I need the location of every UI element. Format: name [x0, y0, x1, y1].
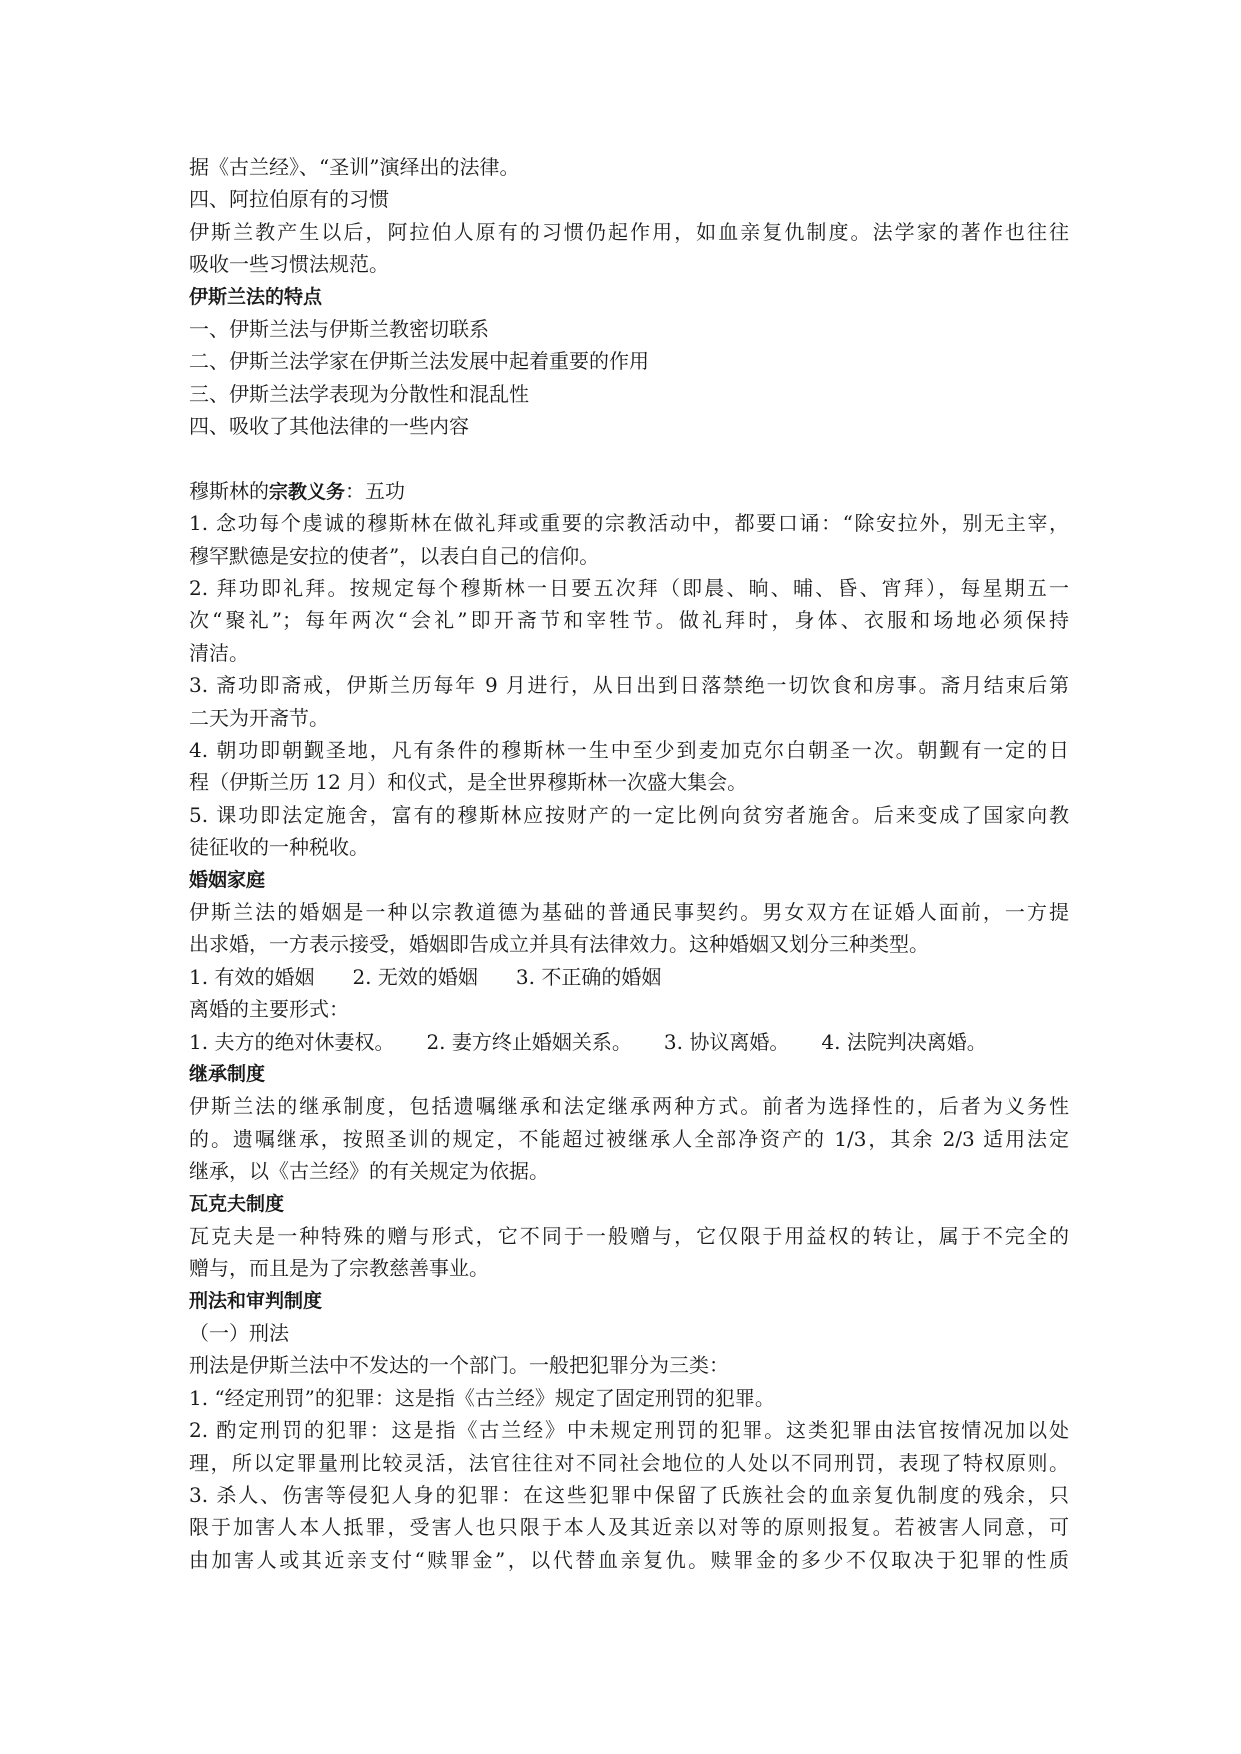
- heading-prefix: 穆斯林的: [189, 478, 269, 503]
- paragraph-line: 5. 课功即法定施舍，富有的穆斯林应按财产的一定比例向贫穷者施舍。后来变成了国家向教: [189, 802, 1069, 827]
- list-item: 1. 夫方的绝对休妻权。: [189, 1029, 395, 1054]
- list-item: 三、伊斯兰法学表现为分散性和混乱性: [189, 381, 529, 406]
- paragraph-line: 吸收一些习惯法规范。: [189, 252, 389, 277]
- paragraph-line: 伊斯兰教产生以后，阿拉伯人原有的习惯仍起作用，如血亲复仇制度。法学家的著作也往往: [189, 219, 1069, 244]
- text-line: 据《古兰经》、“圣训”演绎出的法律。: [189, 155, 520, 179]
- paragraph-line: 穆罕默德是安拉的使者”，以表白自己的信仰。: [189, 543, 600, 568]
- paragraph-line: 瓦克夫是一种特殊的赠与形式，它不同于一般赠与，它仅限于用益权的转让，属于不完全的: [189, 1223, 1069, 1248]
- section-heading: 婚姻家庭: [189, 868, 266, 891]
- paragraph-line: 3. 杀人、伤害等侵犯人身的犯罪：在这些犯罪中保留了氏族社会的血亲复仇制度的残余，只: [189, 1483, 1069, 1508]
- inline-list: [189, 961, 1069, 993]
- paragraph-line: 继承，以《古兰经》的有关规定为依据。: [189, 1159, 549, 1184]
- section-subheading: （一）刑法: [189, 1321, 289, 1346]
- paragraph-line: 赠与，而且是为了宗教慈善事业。: [189, 1256, 489, 1281]
- paragraph-line: 二天为开斋节。: [189, 705, 329, 730]
- section-heading: 继承制度: [189, 1062, 266, 1085]
- list-item: 2. 妻方终止婚姻关系。: [426, 1029, 632, 1054]
- paragraph-line: 清洁。: [189, 640, 249, 665]
- list-item: 2. 无效的婚姻: [352, 964, 478, 989]
- section-heading: 伊斯兰法的特点: [189, 285, 323, 308]
- paragraph-line: 程（伊斯兰历 12 月）和仪式，是全世界穆斯林一次盛大集会。: [189, 770, 748, 795]
- paragraph-line: 1. 念功每个虔诚的穆斯林在做礼拜或重要的宗教活动中，都要口诵：“除安拉外，别无主宰，: [189, 511, 1069, 536]
- paragraph-line: 离婚的主要形式：: [189, 997, 349, 1022]
- paragraph-line: 出求婚，一方表示接受，婚姻即告成立并具有法律效力。这种婚姻又划分三种类型。: [189, 932, 929, 957]
- paragraph-line: 伊斯兰法的继承制度，包括遗嘱继承和法定继承两种方式。前者为选择性的，后者为义务性: [189, 1094, 1069, 1119]
- paragraph-line: 3. 斋功即斋戒，伊斯兰历每年 9 月进行，从日出到日落禁绝一切饮食和房事。斋月结束后第: [189, 673, 1069, 698]
- paragraph-line: 4. 朝功即朝觐圣地，凡有条件的穆斯林一生中至少到麦加克尔白朝圣一次。朝觐有一定的日: [189, 738, 1069, 763]
- section-heading: 刑法和审判制度: [189, 1289, 323, 1312]
- blank-line: [189, 443, 1069, 475]
- paragraph-line: 1. “经定刑罚”的犯罪：这是指《古兰经》规定了固定刑罚的犯罪。: [189, 1385, 775, 1410]
- heading-suffix: ：五功: [345, 478, 406, 503]
- paragraph-line: 次“聚礼”；每年两次“会礼”即开斋节和宰牲节。做礼拜时，身体、衣服和场地必须保持: [189, 608, 1069, 633]
- list-item: 3. 不正确的婚姻: [515, 964, 662, 989]
- paragraph-line: 的。遗嘱继承，按照圣训的规定，不能超过被继承人全部净资产的 1/3，其余 2/3 适用法定: [189, 1126, 1069, 1151]
- mixed-heading-line: [189, 475, 1069, 507]
- section-heading: 瓦克夫制度: [189, 1192, 285, 1215]
- paragraph-line: 理，所以定罪量刑比较灵活，法官往往对不同社会地位的人处以不同刑罚，表现了特权原则。: [189, 1450, 1069, 1475]
- paragraph-line: 2. 拜功即礼拜。按规定每个穆斯林一日要五次拜（即晨、晌、晡、昏、宵拜），每星期五一: [189, 576, 1069, 601]
- section-subheading: 四、阿拉伯原有的习惯: [189, 187, 389, 212]
- paragraph-line: 徒征收的一种税收。: [189, 835, 369, 860]
- list-item: 3. 协议离婚。: [663, 1029, 790, 1054]
- list-item: 一、伊斯兰法与伊斯兰教密切联系: [189, 316, 489, 341]
- list-item: 四、吸收了其他法律的一些内容: [189, 414, 469, 439]
- heading-bold-term: 宗教义务: [269, 480, 346, 503]
- list-item: 4. 法院判决离婚。: [821, 1029, 987, 1054]
- paragraph-line: 2. 酌定刑罚的犯罪：这是指《古兰经》中未规定刑罚的犯罪。这类犯罪由法官按情况加以处: [189, 1418, 1069, 1443]
- list-item: 二、伊斯兰法学家在伊斯兰法发展中起着重要的作用: [189, 349, 649, 374]
- document-page: [189, 151, 1069, 1576]
- paragraph-line: 由加害人或其近亲支付“赎罪金”，以代替血亲复仇。赎罪金的多少不仅取决于犯罪的性质: [189, 1547, 1069, 1572]
- paragraph-line: 限于加害人本人抵罪，受害人也只限于本人及其近亲以对等的原则报复。若被害人同意，可: [189, 1515, 1069, 1540]
- paragraph-line: 刑法是伊斯兰法中不发达的一个部门。一般把犯罪分为三类：: [189, 1353, 729, 1378]
- paragraph-line: 伊斯兰法的婚姻是一种以宗教道德为基础的普通民事契约。男女双方在证婚人面前，一方提: [189, 899, 1069, 924]
- inline-list: [189, 1026, 1069, 1058]
- list-item: 1. 有效的婚姻: [189, 964, 315, 989]
